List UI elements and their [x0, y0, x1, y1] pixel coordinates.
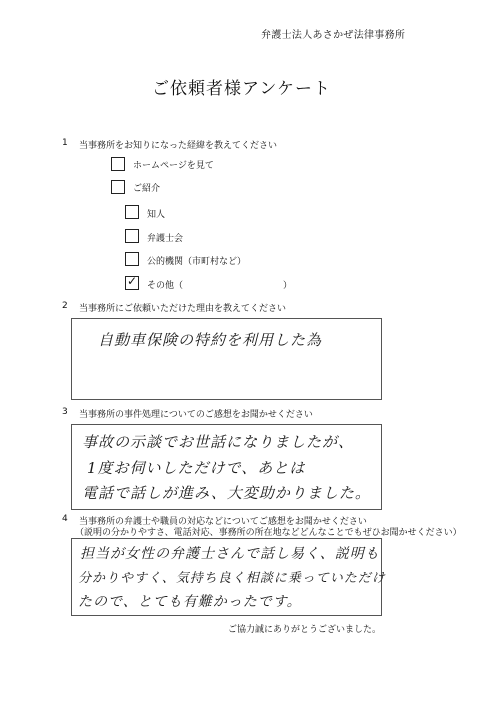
q2-answer-line-1: 自動車保険の特約を利用した為	[98, 331, 323, 349]
option-label-other: その他（	[147, 281, 184, 291]
q2-answer-box[interactable]	[71, 318, 382, 400]
q4-answer-box[interactable]	[71, 538, 386, 616]
q3-answer-line-2: 1度お伺いしただけで、あとは	[87, 459, 306, 477]
thanks-message: ご協力誠にありがとうございました。	[228, 625, 382, 635]
check-mark-icon: ✓	[127, 274, 138, 288]
option-label-acquaintance: 知人	[147, 210, 166, 220]
option-label-public-agency: 公的機関（市町村など）	[147, 257, 247, 267]
q2-number: 2	[62, 301, 68, 311]
checkbox-acquaintance[interactable]	[125, 205, 139, 219]
checkbox-other[interactable]	[125, 276, 139, 290]
q2-text: 当事務所にご依頼いただけた理由を教えてください	[79, 304, 287, 314]
q3-answer-line-3: 電話で話しが進み、大変助かりました。	[82, 484, 371, 502]
q4-number: 4	[62, 514, 68, 524]
checkbox-referral[interactable]	[111, 180, 125, 194]
q1-number: 1	[62, 138, 68, 148]
checkbox-homepage[interactable]	[111, 157, 125, 171]
option-other-close-paren: ）	[283, 281, 293, 291]
survey-title: ご依頼者様アンケート	[152, 79, 331, 99]
q4-text: 当事務所の弁護士や職員の対応などについてご感想をお聞かせください	[79, 517, 367, 527]
q4-answer-line-3: たので、とても有難かったです。	[78, 594, 302, 610]
firm-name: 弁護士法人あさかぜ法律事務所	[261, 30, 406, 41]
q3-number: 3	[62, 407, 68, 417]
option-label-homepage: ホームページを見て	[133, 161, 214, 171]
checkbox-bar-association[interactable]	[125, 229, 139, 243]
checkbox-public-agency[interactable]	[125, 252, 139, 266]
q3-answer-line-1: 事故の示談でお世話になりましたが、	[82, 433, 355, 451]
option-label-bar-association: 弁護士会	[147, 234, 184, 244]
q4-answer-line-1: 担当が女性の弁護士さんで話し易く、説明も	[80, 546, 380, 562]
q1-text: 当事務所をお知りになった経緯を教えてください	[79, 141, 278, 151]
q3-text: 当事務所の事件処理についてのご感想をお聞かせください	[79, 410, 313, 420]
q4-subtext: （説明の分かりやすさ、電話対応、事務所の所在地などどんなことでもぜひお聞かせください）	[75, 528, 462, 538]
q3-answer-box[interactable]	[71, 424, 382, 510]
option-label-referral: ご紹介	[133, 184, 161, 194]
q4-answer-line-2: 分かりやすく、気持ち良く相談に乗っていただけ	[78, 571, 386, 586]
